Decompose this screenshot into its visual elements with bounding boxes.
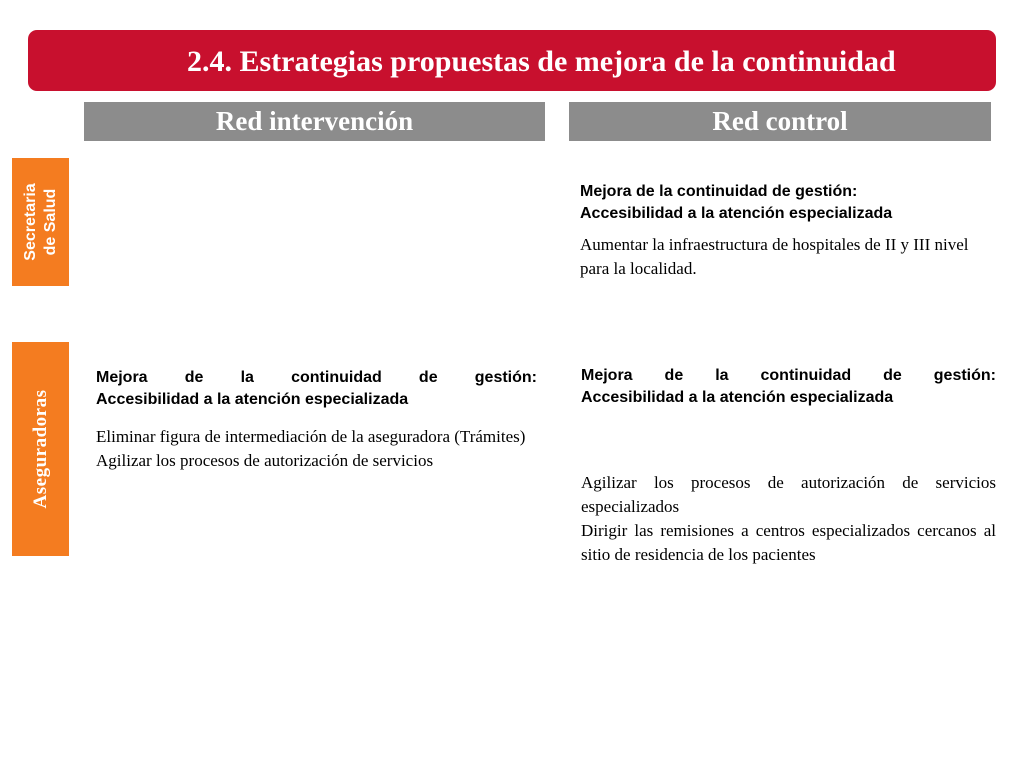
cell-body-line2: Agilizar los procesos de autorización de servicios [96,451,434,470]
cell-heading [580,181,990,225]
cell-heading [96,367,537,411]
cell-body [581,471,996,567]
cell-heading [581,365,996,409]
cell-body: Aumentar la infraestructura de hospitales de II y III nivel para la localidad. [580,235,969,278]
cell-aseguradoras-red-control [581,365,996,567]
cell-heading-line1: Mejora de la continuidad de gestión: [96,369,537,386]
cell-secretaria-red-control [580,181,990,281]
page-title: 2.4. Estrategias propuestas de mejora de la continuidad [187,45,896,78]
row-label-secretaria-text [21,183,61,260]
cell-body-line2: Dirigir las remisiones a centros especializados cercanos al sitio de residencia de los pacientes [581,521,996,564]
cell-aseguradoras-red-intervencion [96,367,537,473]
cell-heading-line1: Mejora de la continuidad de gestión: [580,183,858,200]
cell-heading-line2: Accesibilidad a la atención especializada [580,205,893,222]
column-header-red-control: Red control [569,102,991,141]
cell-body-line1: Agilizar los procesos de autorización de servicios especializados [581,473,996,516]
cell-heading-line2: Accesibilidad a la atención especializada [581,389,894,406]
row-label-aseguradoras-text: Aseguradoras [29,389,51,509]
column-header-red-intervencion: Red intervención [84,102,545,141]
row-label-secretaria-line1: Secretaria [21,183,39,261]
row-label-aseguradoras [12,342,69,556]
cell-heading-line1: Mejora de la continuidad de gestión: [581,367,996,384]
cell-heading-line2: Accesibilidad a la atención especializada [96,391,409,408]
cell-body-line1: Eliminar figura de intermediación de la aseguradora (Trámites) [96,427,526,446]
cell-body [96,425,537,473]
row-label-secretaria-line2: de Salud [41,188,59,256]
row-label-secretaria-de-salud [12,158,69,286]
